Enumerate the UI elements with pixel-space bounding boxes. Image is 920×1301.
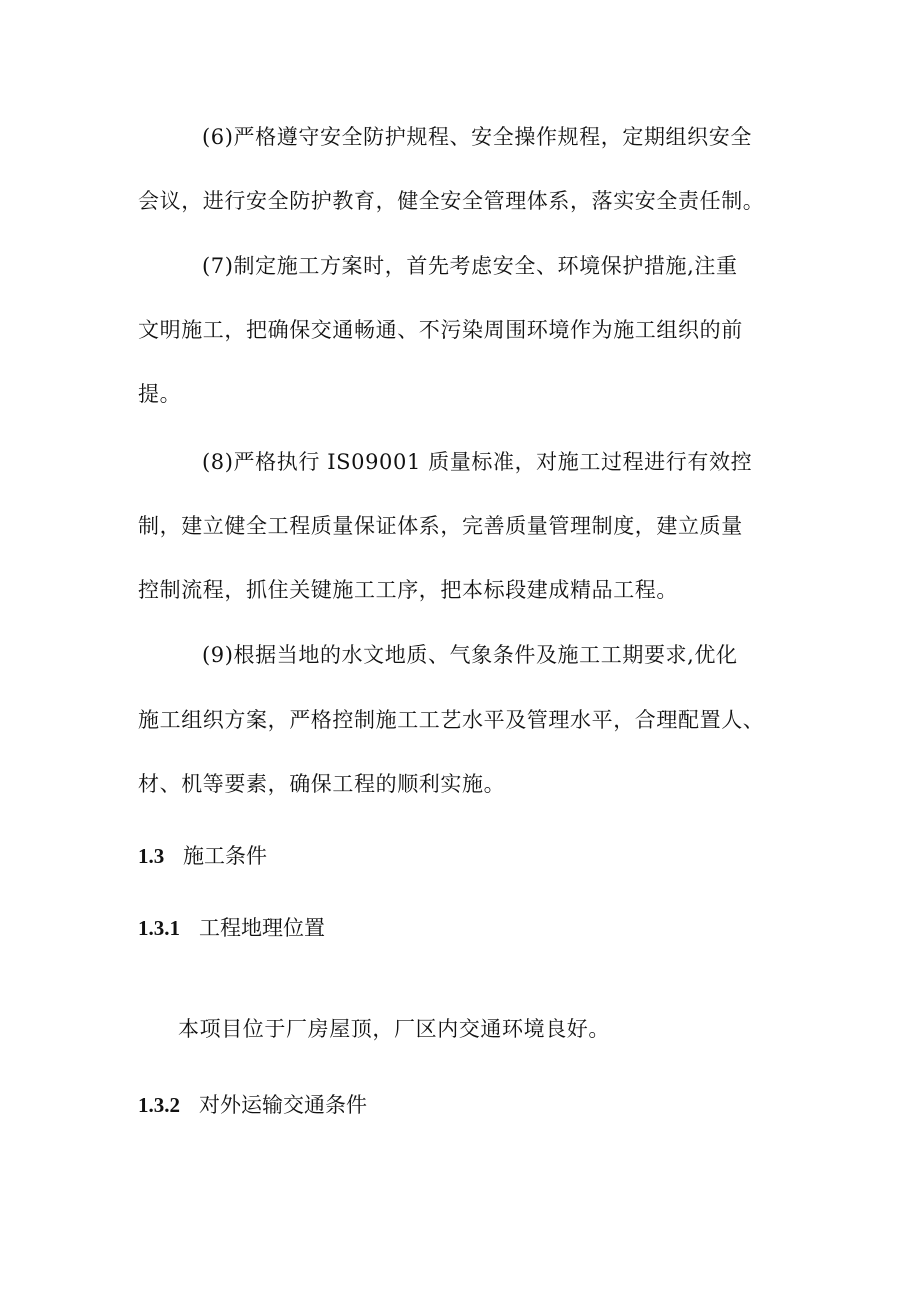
paragraph-9-line-3: 材、机等要素，确保工程的顺利实施。: [138, 772, 506, 796]
paragraph-6-line-1: (6)严格遵守安全防护规程、安全操作规程，定期组织安全: [202, 125, 752, 149]
section-heading-1-3: [138, 842, 267, 870]
section-title: 工程地理位置: [199, 916, 325, 940]
paragraph-7-line-1: (7)制定施工方案时，首先考虑安全、环境保护措施,注重: [202, 254, 738, 278]
paragraph-7-line-3: 提。: [138, 382, 182, 406]
section-title: 对外运输交通条件: [199, 1093, 367, 1117]
section-heading-1-3-2: [138, 1091, 367, 1119]
section-heading-1-3-1: [138, 914, 325, 942]
section-number: 1.3.2: [138, 1093, 180, 1117]
paragraph-8-line-1: (8)严格执行 IS09001 质量标准，对施工过程进行有效控: [202, 450, 753, 474]
paragraph-8-line-3: 控制流程，抓住关键施工工序，把本标段建成精品工程。: [138, 578, 678, 602]
paragraph-6-line-2: 会议，进行安全防护教育，健全安全管理体系，落实安全责任制。: [138, 189, 765, 213]
section-number: 1.3.1: [138, 916, 180, 940]
section-1-3-1-body: 本项目位于厂房屋顶，厂区内交通环境良好。: [178, 1017, 610, 1041]
paragraph-7-line-2: 文明施工，把确保交通畅通、不污染周围环境作为施工组织的前: [138, 318, 743, 342]
paragraph-9-line-2: 施工组织方案，严格控制施工工艺水平及管理水平，合理配置人、: [138, 708, 765, 732]
section-title: 施工条件: [183, 844, 267, 868]
paragraph-8-line-2: 制，建立健全工程质量保证体系，完善质量管理制度，建立质量: [138, 514, 743, 538]
section-number: 1.3: [138, 844, 165, 868]
paragraph-9-line-1: (9)根据当地的水文地质、气象条件及施工工期要求,优化: [202, 643, 738, 667]
